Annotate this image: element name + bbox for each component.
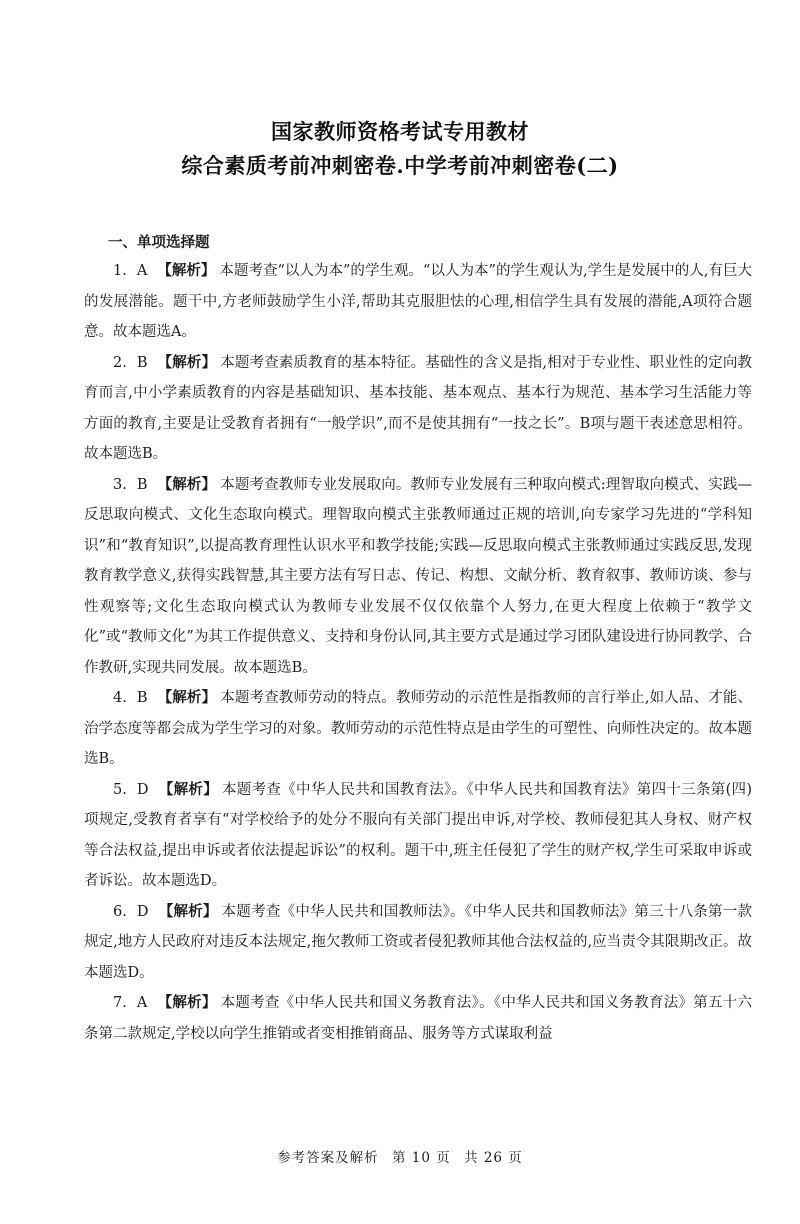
page-number: 第 10 页 [391, 1150, 451, 1166]
question-answer: B [136, 354, 148, 371]
question-explanation-7 [84, 988, 752, 1049]
footer-label: 参考答案及解析 [277, 1150, 379, 1166]
question-answer: A [136, 995, 148, 1011]
analysis-text: 本题考查《中华人民共和国教育法》。《中华人民共和国教育法》第四十三条第(四)项规定,受教育者享有“对学校给予的处分不服向有关部门提出申诉,对学校、教师侵犯其人身权、财产权等合法权益,提出申诉或者依法提起诉讼”的权利。题干中,班主任侵犯了学生的财产权,学生可采取申诉或者诉讼。故本题选D。 [84, 781, 753, 889]
page-total: 共 26 页 [464, 1150, 523, 1166]
answer-content [84, 230, 752, 1049]
analysis-tag: 【解析】 [157, 262, 216, 279]
analysis-tag: 【解析】 [157, 475, 217, 493]
question-number: 2. [113, 354, 127, 371]
analysis-text: 本题考查《中华人民共和国义务教育法》。《中华人民共和国义务教育法》第五十六条第二款规定,学校以向学生推销或者变相推销商品、服务等方式谋取利益 [84, 995, 753, 1042]
analysis-tag: 【解析】 [157, 994, 217, 1011]
question-answer: D [136, 903, 149, 920]
question-answer: B [136, 690, 148, 706]
question-number: 3. [113, 476, 127, 493]
analysis-tag: 【解析】 [157, 689, 217, 706]
question-explanation-1 [84, 256, 752, 348]
question-number: 7. [113, 995, 127, 1011]
section-heading: 一、单项选择题 [108, 234, 210, 251]
question-explanation-6 [84, 897, 752, 989]
document-subtitle: 综合素质考前冲刺密卷.中学考前冲刺密卷(二) [181, 153, 619, 178]
question-explanation-4 [84, 683, 752, 775]
page-footer [0, 1146, 800, 1166]
question-number: 5. [113, 781, 127, 798]
question-answer: A [136, 263, 148, 279]
question-explanation-3 [84, 470, 752, 684]
analysis-tag: 【解析】 [157, 353, 217, 371]
question-answer: D [136, 781, 149, 798]
analysis-tag: 【解析】 [158, 902, 218, 920]
analysis-text: 本题考查“以人为本”的学生观。“以人为本”的学生观认为,学生是发展中的人,有巨大的发展潜能。题干中,方老师鼓励学生小洋,帮助其克服胆怯的心理,相信学生具有发展的潜能,A项符合题意。故本题选A。 [84, 263, 752, 340]
analysis-text: 本题考查教师专业发展取向。教师专业发展有三种取向模式:理智取向模式、实践—反思取向模式、文化生态取向模式。理智取向模式主张教师通过正规的培训,向专家学习先进的“学科知识”和“教育知识”,以提高教育理性认识水平和教学技能;实践—反思取向模式主张教师通过实践反思,发现教育教学意义,获得实践智慧,其主要方法有写日志、传记、构想、文献分析、教育叙事、教师访谈、参与性观察等;文化生态取向模式认为教师专业发展不仅仅依靠个人努力,在更大程度上依赖于“教学文化”或“教师文化”为其工作提供意义、支持和身份认同,其主要方式是通过学习团队建设进行协同教学、合作教研,实现共同发展。故本题选B。 [84, 476, 752, 676]
analysis-text: 本题考查教师劳动的特点。教师劳动的示范性是指教师的言行举止,如人品、才能、治学态度等都会成为学生学习的对象。教师劳动的示范性特点是由学生的可塑性、向师性决定的。故本题选B。 [84, 690, 752, 767]
question-explanation-2 [84, 348, 752, 470]
question-number: 4. [113, 690, 127, 706]
question-explanation-5 [84, 775, 752, 897]
analysis-text: 本题考查素质教育的基本特征。基础性的含义是指,相对于专业性、职业性的定向教育而言,中小学素质教育的内容是基础知识、基本技能、基本观点、基本行为规范、基本学习生活能力等方面的教育,主要是让受教育者拥有“一般学识”,而不是使其拥有“一技之长”。B项与题干表述意思相符。故本题选B。 [84, 354, 752, 462]
question-number: 6. [113, 903, 127, 920]
question-number: 1. [113, 263, 127, 279]
analysis-text: 本题考查《中华人民共和国教师法》。《中华人民共和国教师法》第三十八条第一款规定,地方人民政府对违反本法规定,拖欠教师工资或者侵犯教师其他合法权益的,应当责令其限期改正。故本题选D。 [84, 903, 753, 981]
analysis-tag: 【解析】 [158, 780, 218, 798]
document-title: 国家教师资格考试专用教材 [271, 119, 529, 144]
question-answer: B [136, 476, 148, 493]
